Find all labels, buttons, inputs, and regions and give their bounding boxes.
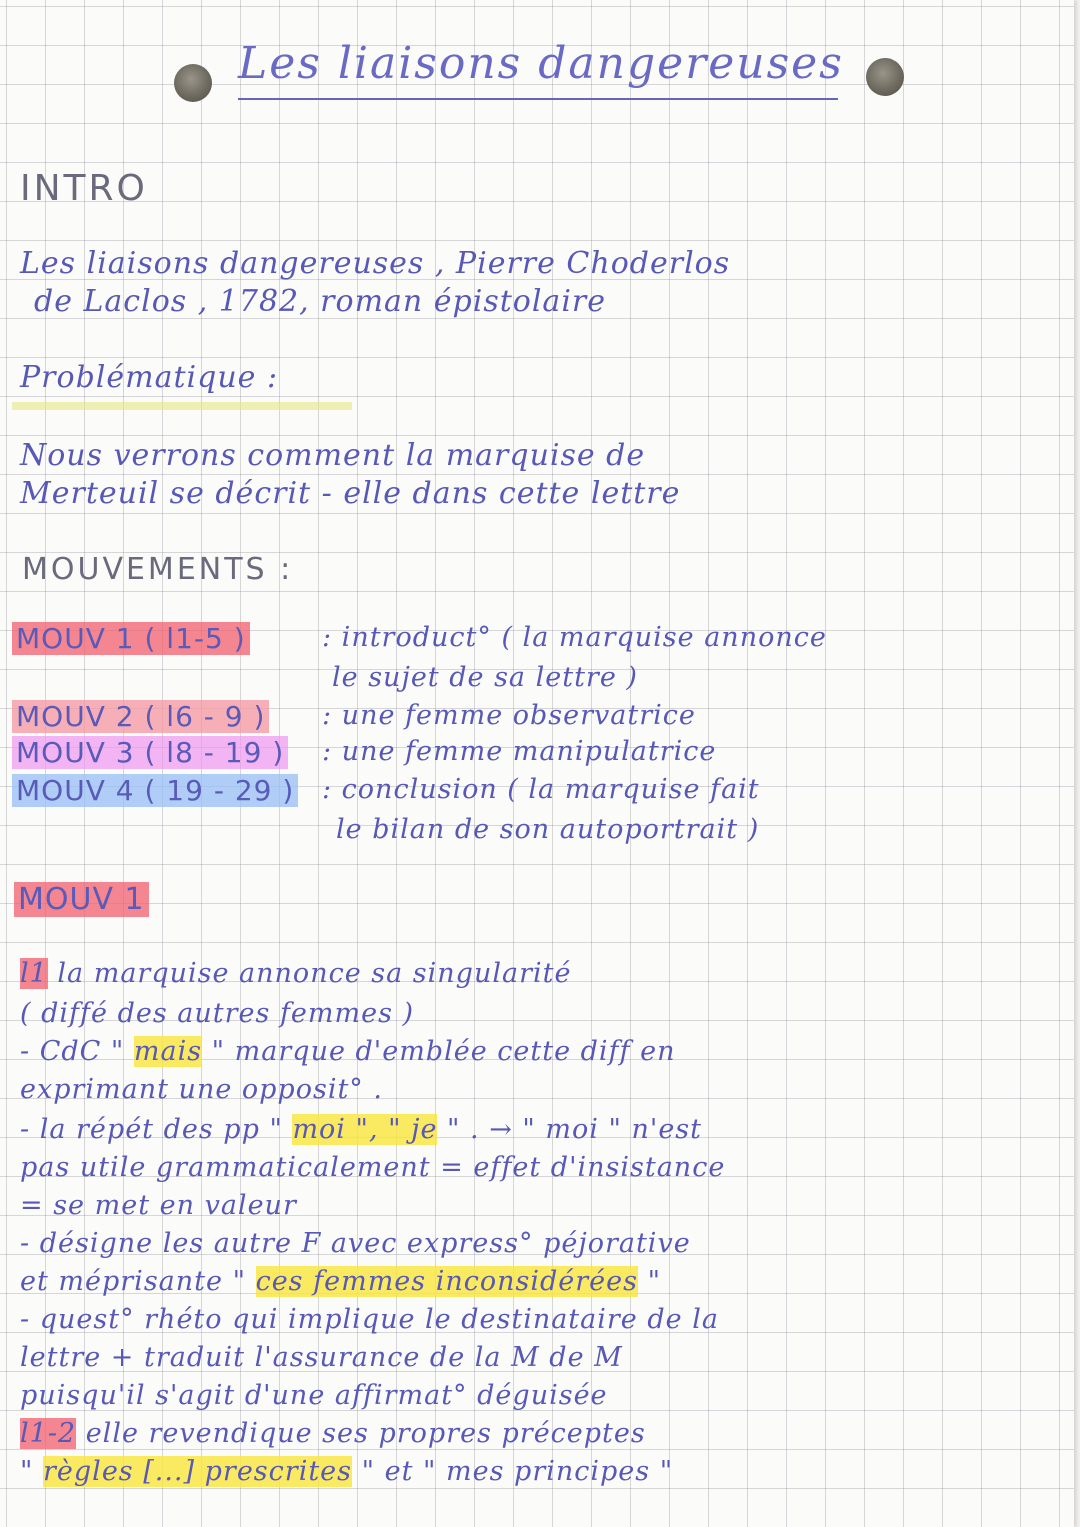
mouv-1-text: : introduct° ( la marquise annonce [322,622,827,653]
problematique-line-2: Merteuil se décrit - elle dans cette lettre [20,476,681,511]
mouv1-line-10: - quest° rhéto qui implique le destinataire de la [20,1304,719,1335]
mouv-3-label: MOUV 3 ( l8 - 19 ) [12,736,288,769]
mouv1-line-14: " règles [...] prescrites " et " mes principes " [20,1456,674,1487]
problematique-underline [12,402,352,410]
line-tag-l1: l1 [20,958,48,989]
quote-highlight: mais [133,1036,203,1067]
mouv-1-label: MOUV 1 ( l1-5 ) [12,622,250,655]
mouv1-line-12: puisqu'il s'agit d'une affirmat° déguisée [20,1380,608,1411]
mouv1-line-7: = se met en valeur [20,1190,297,1221]
mouv-4-text-cont: le bilan de son autoportrait ) [336,814,760,845]
mouv1-line-13: l1-2 elle revendique ses propres préceptes [20,1418,646,1449]
intro-heading: INTRO [20,168,148,209]
line-tag-l1-2: l1-2 [20,1418,77,1449]
mouv1-line-9: et méprisante " ces femmes inconsidérées " [20,1266,661,1297]
quote-highlight: règles [...] prescrites [43,1456,353,1487]
binder-hole-left [174,64,212,102]
title-underline [238,98,838,100]
binder-hole-right [866,58,904,96]
mouv-4-text: : conclusion ( la marquise fait [322,774,760,805]
problematique-line-1: Nous verrons comment la marquise de [20,438,646,473]
mouv1-line-11: lettre + traduit l'assurance de la M de M [20,1342,623,1373]
mouv1-heading: MOUV 1 [14,882,149,917]
problematique-heading: Problématique : [20,360,279,395]
mouv-1-text-cont: le sujet de sa lettre ) [332,662,638,693]
mouv1-line-4: exprimant une opposit° . [20,1074,383,1105]
mouv1-line-5: - la répét des pp " moi ", " je " . → " moi " n'est [20,1114,702,1145]
quote-highlight: moi ", " je [292,1114,438,1145]
intro-line-1: Les liaisons dangereuses , Pierre Choderlos [20,246,731,281]
mouv-2-label: MOUV 2 ( l6 - 9 ) [12,700,269,733]
mouvements-heading: MOUVEMENTS : [22,552,294,587]
intro-line-2: de Laclos , 1782, roman épistolaire [34,284,607,319]
page-title: Les liaisons dangereuses [238,38,844,89]
mouv-2-text: : une femme observatrice [322,700,696,731]
quote-highlight: ces femmes inconsidérées [255,1266,638,1297]
mouv1-line-1: l1 la marquise annonce sa singularité [20,958,572,989]
mouv1-line-6: pas utile grammaticalement = effet d'insistance [20,1152,726,1183]
mouv-3-text: : une femme manipulatrice [322,736,717,767]
mouv1-line-8: - désigne les autre F avec express° péjorative [20,1228,691,1259]
mouv1-line-3: - CdC " mais " marque d'emblée cette diff en [20,1036,676,1067]
mouv-4-label: MOUV 4 ( 19 - 29 ) [12,774,298,807]
mouv1-line-2: ( diffé des autres femmes ) [20,998,415,1029]
